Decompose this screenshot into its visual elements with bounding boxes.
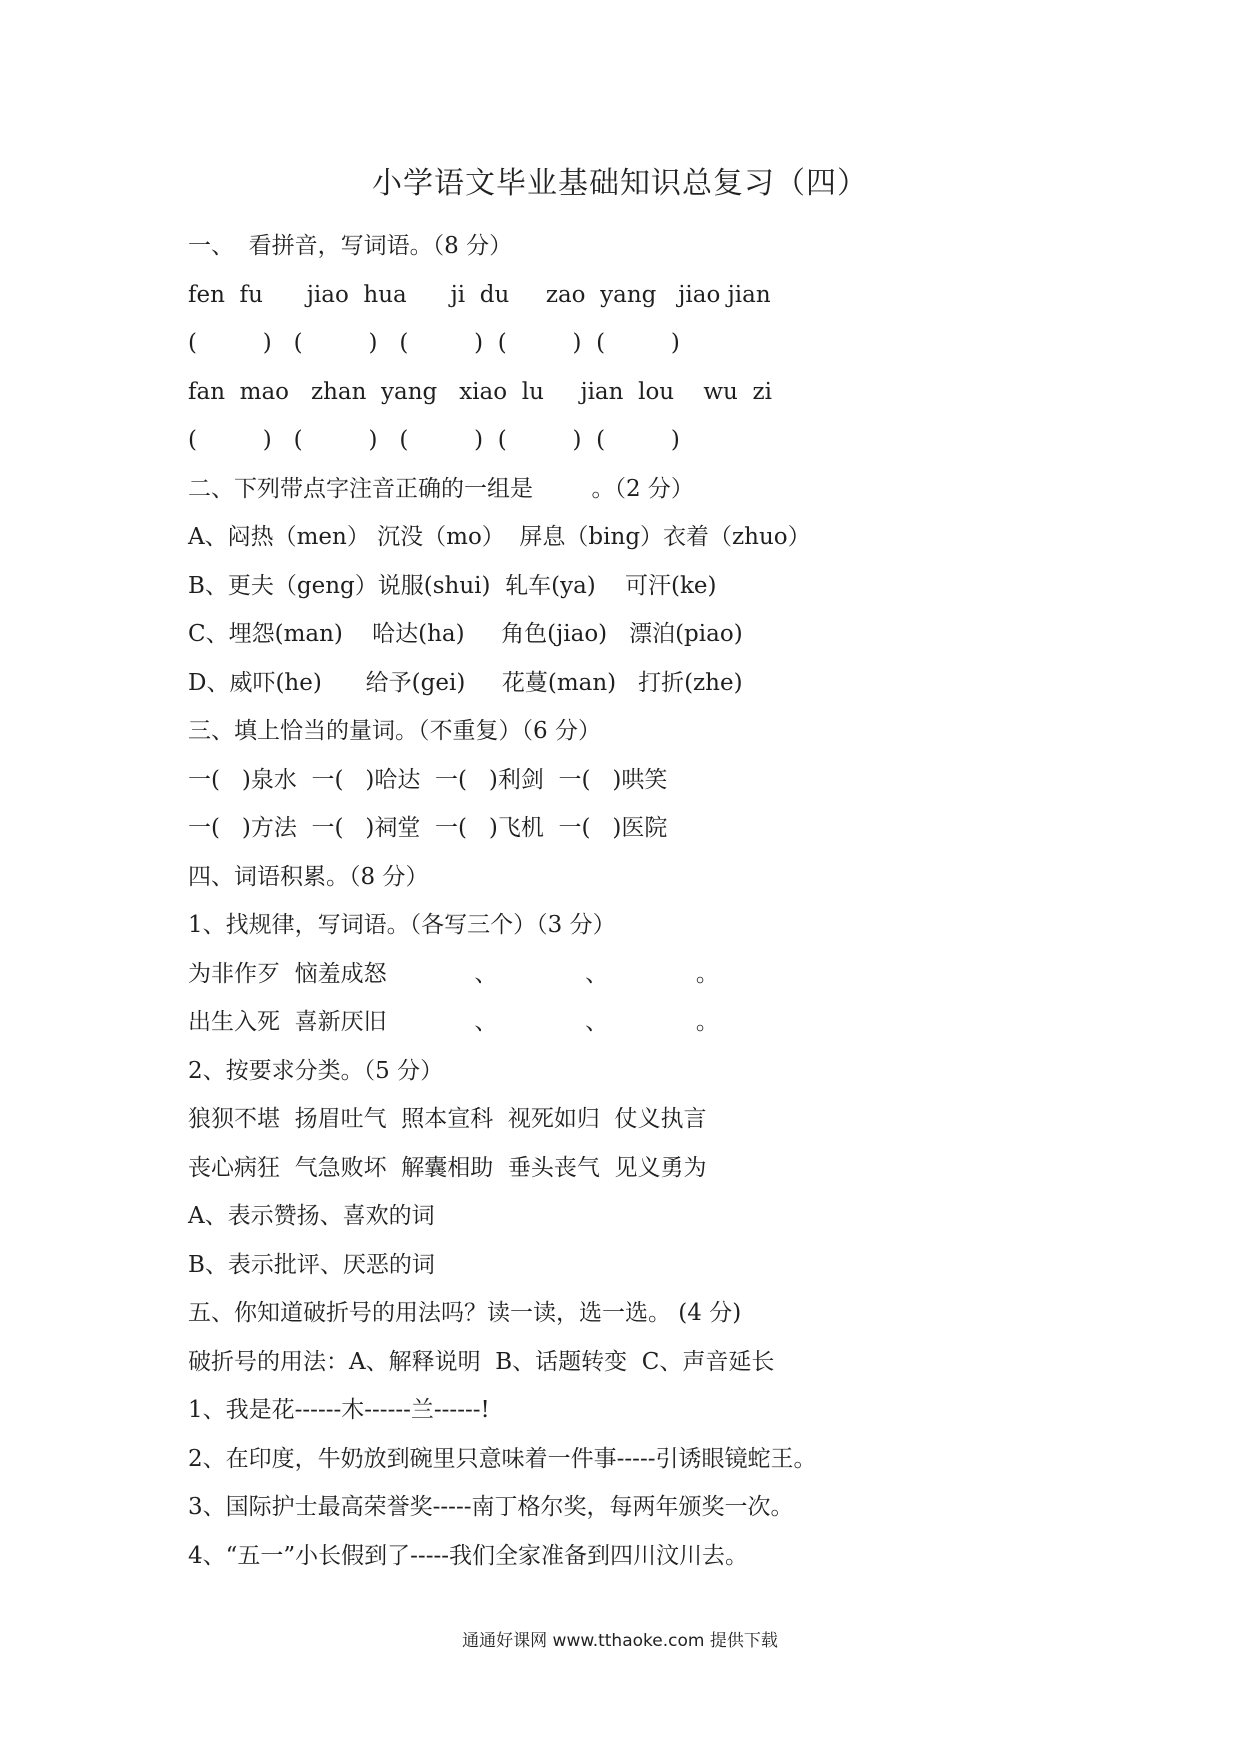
option-b: B、更夫（geng）说服(shui) 轧车(ya) 可汗(ke) <box>188 572 717 599</box>
dash-sentence-3: 3、国际护士最高荣誉奖-----南丁格尔奖，每两年颁奖一次。 <box>188 1494 794 1520</box>
worksheet-body <box>188 222 1148 1580</box>
dash-sentence-2: 2、在印度，牛奶放到碗里只意味着一件事-----引诱眼镜蛇王。 <box>188 1445 817 1472</box>
pattern-row-1: 为非作歹 恼羞成怒 、 、 。 <box>188 960 719 987</box>
section-4-heading: 四、词语积累。（8 分） <box>188 863 429 890</box>
footer-watermark: 通通好课网 www.tthaoke.com 提供下载 <box>462 1631 778 1651</box>
page-title: 小学语文毕业基础知识总复习（四） <box>372 166 868 201</box>
category-b: B、表示批评、厌恶的词 <box>188 1251 435 1278</box>
section-2-heading: 二、下列带点字注音正确的一组是 。（2 分） <box>188 475 694 502</box>
section-5-heading: 五、你知道破折号的用法吗？读一读，选一选。 (4 分) <box>188 1300 742 1326</box>
section-1-heading: 一、 看拼音，写词语。（8 分） <box>188 233 513 259</box>
option-a: A、闷热（men） 沉没（mo） 屏息（bing）衣着（zhuo） <box>188 524 811 550</box>
measure-words-row-1: 一( )泉水 一( )哈达 一( )利剑 一( )哄笑 <box>188 766 668 793</box>
idiom-row-2: 丧心病狂 气急败坏 解囊相助 垂头丧气 见义勇为 <box>188 1154 707 1181</box>
dash-sentence-4: 4、“五一”小长假到了-----我们全家准备到四川汶川去。 <box>188 1542 749 1569</box>
idiom-row-1: 狼狈不堪 扬眉吐气 照本宣科 视死如归 仗义执言 <box>188 1106 707 1132</box>
dash-sentence-1: 1、我是花------木------兰------! <box>188 1397 490 1423</box>
pattern-row-2: 出生入死 喜新厌旧 、 、 。 <box>188 1009 719 1035</box>
answer-blanks-row-1: ( ) ( ) ( ) ( ) ( ) <box>188 330 680 356</box>
pinyin-row-1: fen fu jiao hua ji du zao yang jiao jian <box>188 281 771 308</box>
pinyin-row-2: fan mao zhan yang xiao lu jian lou wu zi <box>188 378 772 405</box>
dash-usage-options: 破折号的用法：A、解释说明 B、话题转变 C、声音延长 <box>188 1348 775 1375</box>
subsection-4-2-heading: 2、按要求分类。（5 分） <box>188 1057 444 1084</box>
option-c: C、埋怨(man) 哈达(ha) 角色(jiao) 漂泊(piao) <box>188 621 743 647</box>
category-a: A、表示赞扬、喜欢的词 <box>188 1203 435 1229</box>
subsection-4-1-heading: 1、找规律，写词语。（各写三个）（3 分） <box>188 912 616 938</box>
answer-blanks-row-2: ( ) ( ) ( ) ( ) ( ) <box>188 427 680 453</box>
measure-words-row-2: 一( )方法 一( )祠堂 一( )飞机 一( )医院 <box>188 815 668 841</box>
option-d: D、威吓(he) 给予(gei) 花蔓(man) 打折(zhe) <box>188 669 743 696</box>
section-3-heading: 三、填上恰当的量词。（不重复）（6 分） <box>188 718 601 744</box>
